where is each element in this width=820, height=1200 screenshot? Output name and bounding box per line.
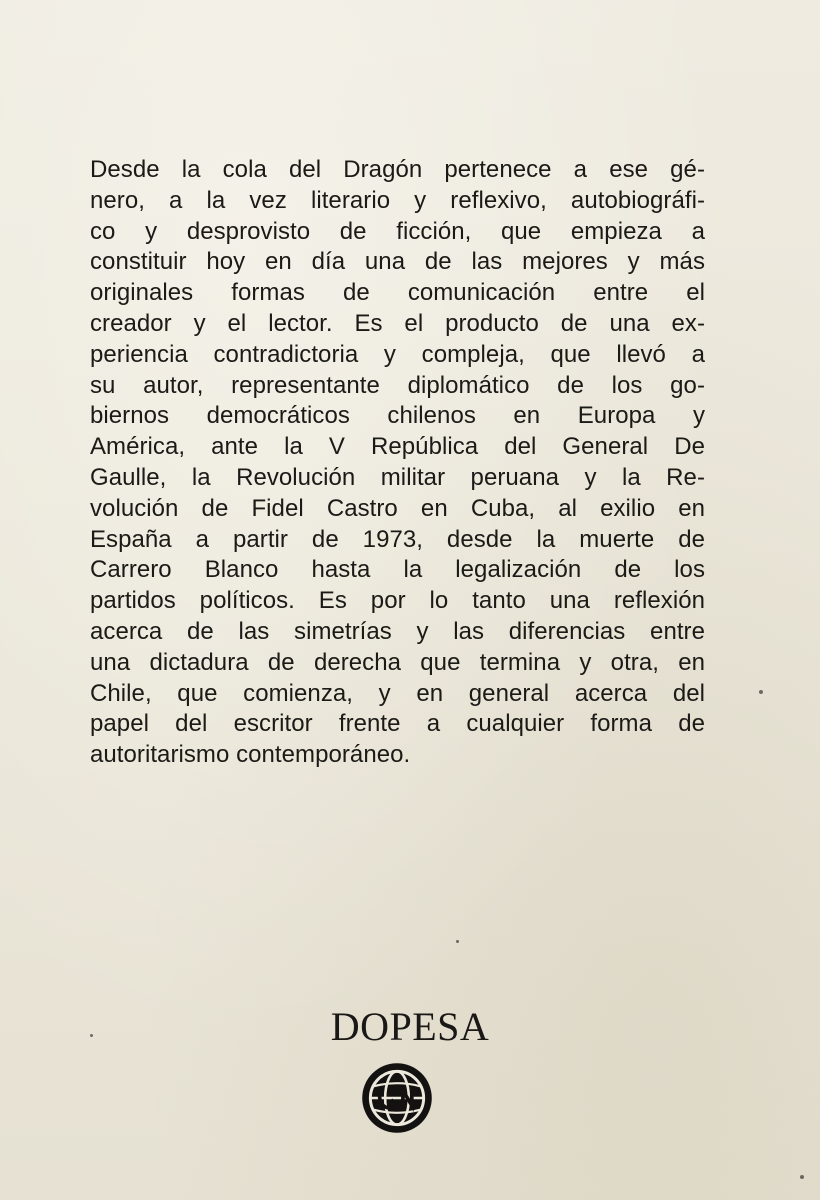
blurb-line: constituir hoy en día una de las mejores y más	[90, 248, 705, 276]
paper-speck	[800, 1175, 804, 1179]
blurb-line: periencia contradictoria y compleja, que llevó a	[90, 340, 705, 368]
blurb-line: biernos democráticos chilenos en Europa y	[90, 402, 705, 430]
blurb-line: España a partir de 1973, desde la muerte de	[90, 525, 705, 553]
blurb-line: papel del escritor frente a cualquier forma de	[90, 710, 705, 738]
blurb-line: autoritarismo contemporáneo.	[90, 741, 411, 769]
paper-speck	[456, 940, 459, 943]
blurb-line: Gaulle, la Revolución militar peruana y la Re-	[90, 463, 705, 491]
paper-speck	[759, 690, 763, 694]
back-cover-blurb	[90, 155, 705, 771]
blurb-line: Carrero Blanco hasta la legalización de los	[90, 556, 705, 584]
blurb-line: volución de Fidel Castro en Cuba, al exilio en	[90, 494, 705, 522]
dopesa-globe-logo-icon	[360, 1061, 434, 1135]
blurb-line: una dictadura de derecha que termina y otra, en	[90, 648, 705, 676]
blurb-line: nero, a la vez literario y reflexivo, autobiográfi-	[90, 186, 705, 214]
blurb-line: co y desprovisto de ficción, que empieza a	[90, 217, 705, 245]
blurb-line: originales formas de comunicación entre el	[90, 279, 705, 307]
paper-speck	[90, 1034, 93, 1037]
blurb-line: su autor, representante diplomático de los go-	[90, 371, 705, 399]
blurb-line: Chile, que comienza, y en general acerca del	[90, 679, 705, 707]
blurb-line: partidos políticos. Es por lo tanto una reflexión	[90, 587, 705, 615]
blurb-line: creador y el lector. Es el producto de una ex-	[90, 309, 705, 337]
blurb-line: acerca de las simetrías y las diferencias entre	[90, 617, 705, 645]
blurb-line: América, ante la V República del General De	[90, 433, 705, 461]
blurb-line: Desde la cola del Dragón pertenece a ese gé-	[90, 156, 705, 183]
publisher-name: DOPESA	[330, 1004, 490, 1049]
